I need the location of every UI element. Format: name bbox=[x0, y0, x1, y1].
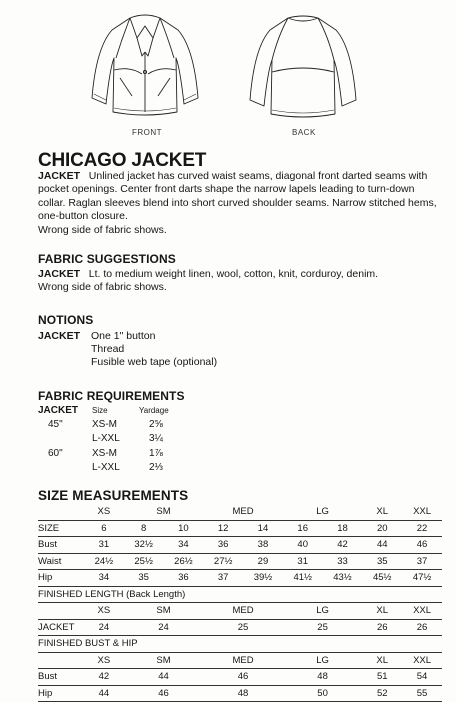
table-cell: SM bbox=[124, 504, 204, 520]
table-cell: 12 bbox=[203, 520, 243, 537]
table-cell: 24½ bbox=[84, 553, 124, 570]
size-group-row bbox=[38, 504, 442, 520]
table-cell: 31 bbox=[283, 553, 323, 570]
table-cell: LG bbox=[283, 603, 363, 620]
table-cell: LG bbox=[283, 504, 363, 520]
fabric-yardage: 2⅝ bbox=[149, 419, 163, 430]
table-cell: XXL bbox=[402, 652, 442, 669]
fabric-suggestions-text: Lt. to medium weight linen, wool, cotton, knit, corduroy, denim. bbox=[88, 268, 379, 280]
table-cell: 42 bbox=[84, 669, 124, 686]
table-cell: SM bbox=[124, 603, 204, 620]
table-cell: 24 bbox=[124, 619, 204, 636]
table-row bbox=[38, 685, 442, 702]
table-cell: 43½ bbox=[323, 570, 363, 587]
table-cell: XS bbox=[84, 504, 124, 520]
table-cell: XS bbox=[84, 603, 124, 620]
table-cell: 52 bbox=[362, 685, 402, 702]
table-cell: 54 bbox=[402, 669, 442, 686]
table-cell: 37 bbox=[402, 553, 442, 570]
fabric-width: 60" bbox=[48, 448, 63, 459]
table-cell: 34 bbox=[84, 570, 124, 587]
front-view-drawing bbox=[80, 8, 210, 126]
size-group-row bbox=[38, 652, 442, 669]
table-cell: 55 bbox=[402, 685, 442, 702]
table-cell: 34 bbox=[164, 537, 204, 554]
fabric-suggestions-note: Wrong side of fabric shows. bbox=[38, 281, 167, 294]
table-cell: 50 bbox=[283, 685, 363, 702]
back-view-drawing bbox=[238, 8, 368, 126]
table-cell: 36 bbox=[164, 570, 204, 587]
table-cell: XS bbox=[84, 652, 124, 669]
table-cell: XL bbox=[362, 603, 402, 620]
table-cell: 16 bbox=[283, 520, 323, 537]
table-cell: 44 bbox=[124, 669, 204, 686]
notion-item: One 1" button bbox=[91, 330, 156, 342]
table-cell: LG bbox=[283, 652, 363, 669]
table-cell: MED bbox=[203, 504, 283, 520]
table-cell: 47½ bbox=[402, 570, 442, 587]
table-cell: 35 bbox=[124, 570, 164, 587]
description-label: JACKET bbox=[38, 170, 81, 182]
table-cell: XL bbox=[362, 504, 402, 520]
size-measurements-table bbox=[38, 504, 442, 702]
table-cell: 51 bbox=[362, 669, 402, 686]
table-cell: JACKET bbox=[38, 619, 84, 636]
fabric-width: 45" bbox=[48, 419, 63, 430]
table-cell: Bust bbox=[38, 537, 84, 554]
table-cell: 44 bbox=[84, 685, 124, 702]
notion-item: Fusible web tape (optional) bbox=[91, 356, 218, 368]
yardage-column-header: Yardage bbox=[139, 406, 169, 415]
size-measurements-heading: SIZE MEASUREMENTS bbox=[38, 488, 189, 503]
table-cell: 45½ bbox=[362, 570, 402, 587]
table-cell: 25½ bbox=[124, 553, 164, 570]
table-cell: XL bbox=[362, 652, 402, 669]
table-cell: 41½ bbox=[283, 570, 323, 587]
table-cell: MED bbox=[203, 652, 283, 669]
table-row bbox=[38, 537, 442, 554]
finished-bust-hip-heading-row bbox=[38, 636, 442, 653]
table-cell: SIZE bbox=[38, 520, 84, 537]
fabric-yardage: 1⅞ bbox=[149, 448, 163, 459]
table-cell: Hip bbox=[38, 685, 84, 702]
table-cell: 18 bbox=[323, 520, 363, 537]
table-section-heading: FINISHED BUST & HIP bbox=[38, 636, 442, 653]
table-cell: SM bbox=[124, 652, 204, 669]
table-cell: 46 bbox=[124, 685, 204, 702]
table-cell: 25 bbox=[203, 619, 283, 636]
table-cell: 40 bbox=[283, 537, 323, 554]
table-cell: 36 bbox=[203, 537, 243, 554]
table-cell: 26 bbox=[402, 619, 442, 636]
fabric-size: XS-M bbox=[92, 419, 117, 430]
description-paragraph bbox=[38, 170, 438, 237]
fabric-size: L-XXL bbox=[92, 433, 120, 444]
notions-heading: NOTIONS bbox=[38, 313, 94, 327]
notions-label: JACKET bbox=[38, 330, 81, 342]
table-cell: 27½ bbox=[203, 553, 243, 570]
table-cell: 37 bbox=[203, 570, 243, 587]
table-cell: 35 bbox=[362, 553, 402, 570]
table-row bbox=[38, 669, 442, 686]
table-cell: 24 bbox=[84, 619, 124, 636]
table-row bbox=[38, 570, 442, 587]
description-note: Wrong side of fabric shows. bbox=[38, 223, 167, 236]
table-cell: 29 bbox=[243, 553, 283, 570]
finished-length-heading-row bbox=[38, 586, 442, 603]
table-section-heading: FINISHED LENGTH (Back Length) bbox=[38, 586, 442, 603]
table-cell: 33 bbox=[323, 553, 363, 570]
fabric-suggestions-heading: FABRIC SUGGESTIONS bbox=[38, 252, 176, 266]
table-cell: 25 bbox=[283, 619, 363, 636]
table-cell: 48 bbox=[283, 669, 363, 686]
table-cell: Hip bbox=[38, 570, 84, 587]
table-cell: XXL bbox=[402, 603, 442, 620]
table-cell: MED bbox=[203, 603, 283, 620]
fabric-suggestions-label: JACKET bbox=[38, 268, 81, 280]
fabric-size: L-XXL bbox=[92, 462, 120, 473]
notion-item: Thread bbox=[91, 343, 125, 355]
garment-illustrations bbox=[0, 8, 456, 148]
table-cell: 46 bbox=[203, 669, 283, 686]
description-text: Unlined jacket has curved waist seams, diagonal front darted seams with pocket openings. Center front darts shape the narrow lapels leading to turn-down collar. Raglan sleeves blend into short curved shoulder seams. Narrow stitched hems, one-button closure. bbox=[38, 170, 437, 223]
front-label: FRONT bbox=[132, 128, 163, 137]
fabric-requirements-heading: FABRIC REQUIREMENTS bbox=[38, 389, 185, 403]
table-row bbox=[38, 520, 442, 537]
table-cell: 48 bbox=[203, 685, 283, 702]
fabric-suggestions-paragraph bbox=[38, 268, 438, 295]
size-column-header: Size bbox=[92, 406, 108, 415]
back-label: BACK bbox=[292, 128, 316, 137]
table-cell: 31 bbox=[84, 537, 124, 554]
table-cell: 26½ bbox=[164, 553, 204, 570]
fabric-requirements-label: JACKET bbox=[38, 405, 79, 416]
fabric-size: XS-M bbox=[92, 448, 117, 459]
table-cell: XXL bbox=[402, 504, 442, 520]
table-cell: Waist bbox=[38, 553, 84, 570]
fabric-yardage: 2⅓ bbox=[149, 462, 163, 473]
pattern-title: CHICAGO JACKET bbox=[38, 150, 207, 171]
table-cell: 22 bbox=[402, 520, 442, 537]
table-cell: 42 bbox=[323, 537, 363, 554]
table-cell: 38 bbox=[243, 537, 283, 554]
table-row bbox=[38, 619, 442, 636]
table-cell: 44 bbox=[362, 537, 402, 554]
table-cell: 32½ bbox=[124, 537, 164, 554]
table-cell: 46 bbox=[402, 537, 442, 554]
table-cell: 6 bbox=[84, 520, 124, 537]
table-cell: 8 bbox=[124, 520, 164, 537]
size-group-row bbox=[38, 603, 442, 620]
table-cell: Bust bbox=[38, 669, 84, 686]
table-cell: 39½ bbox=[243, 570, 283, 587]
table-row bbox=[38, 553, 442, 570]
table-cell: 14 bbox=[243, 520, 283, 537]
table-cell: 20 bbox=[362, 520, 402, 537]
table-cell: 10 bbox=[164, 520, 204, 537]
fabric-yardage: 3¼ bbox=[149, 433, 163, 444]
table-cell: 26 bbox=[362, 619, 402, 636]
